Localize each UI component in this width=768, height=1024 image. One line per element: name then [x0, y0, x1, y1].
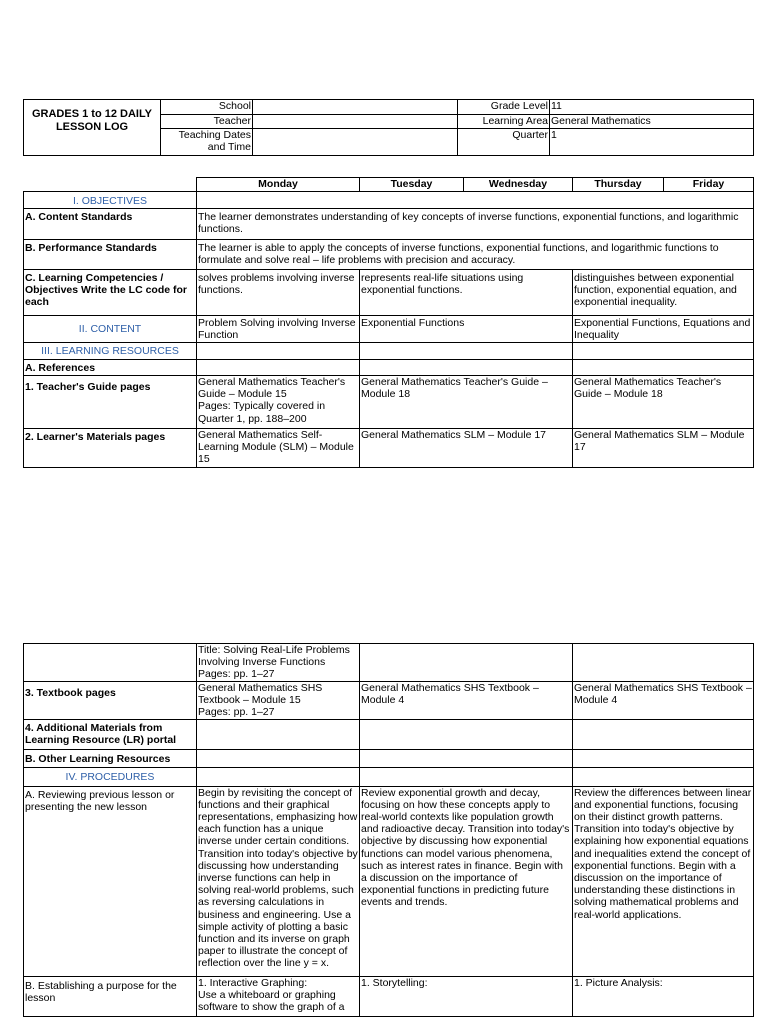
review-thursday: Review the differences between linear and exponential functions, focusing on their distinct growth patterns. Transition into today's objective by explaining how exponential equations and inequalities extend the concept of exponential functions. Begin with a discussion on the importance of understanding these distinctions in solving mathematical problems and real-world applications. [573, 786, 754, 976]
teachers-guide-thursday: General Mathematics Teacher's Guide – Module 18 [573, 376, 754, 429]
performance-standards-label: B. Performance Standards [24, 240, 197, 270]
content-monday: Problem Solving involving Inverse Function [197, 316, 360, 343]
competency-tuesday: represents real-life situations using exponential functions. [360, 270, 573, 316]
review-tuesday: Review exponential growth and decay, focusing on how these concepts apply to real-world contexts like population growth and radioactive decay. Transition into today's objective by discussing how exponential functions can model various phenomena, such as interest rates in finance. Begin with a discussion on the importance of exponential functions in predicting future events and trends. [360, 786, 573, 976]
learning-area-label: Learning Area [458, 115, 550, 129]
teachers-guide-monday: General Mathematics Teacher's Guide – Module 15 Pages: Typically covered in Quarter 1, pp. 188–200 [197, 376, 360, 429]
teacher-value [253, 115, 458, 129]
school-label: School [161, 100, 253, 115]
day-monday: Monday [197, 178, 360, 192]
teaching-dates-value [253, 129, 458, 156]
references-label: A. References [24, 360, 197, 376]
objectives-heading: I. OBJECTIVES [24, 192, 197, 209]
grade-level-value: 11 [550, 100, 754, 115]
performance-standards-text: The learner is able to apply the concepts of inverse functions, exponential functions, and logarithmic functions to formulate and solve real – life problems with precision and accuracy. [197, 240, 754, 270]
review-monday: Begin by revisiting the concept of functions and their graphical representations, emphasizing how each function has a unique inverse under certain conditions. Transition into today's objective by discussing how understanding inverse functions can help in solving real-world problems, such as reversing calculations in business and engineering. Use a simple activity of plotting a basic function and its inverse on graph paper to illustrate the concept of reflection over the line y = x. [197, 786, 360, 976]
textbook-pages-label: 3. Textbook pages [24, 681, 197, 719]
teacher-label: Teacher [161, 115, 253, 129]
content-standards-text: The learner demonstrates understanding of key concepts of inverse functions, exponential functions, and logarithmic functions. [197, 209, 754, 240]
textbook-thursday: General Mathematics SHS Textbook – Module 4 [573, 681, 754, 719]
learners-materials-label: 2. Learner's Materials pages [24, 429, 197, 468]
day-thursday: Thursday [573, 178, 664, 192]
textbook-tuesday: General Mathematics SHS Textbook – Module 4 [360, 681, 573, 719]
content-tuesday: Exponential Functions [360, 316, 573, 343]
learning-resources-heading: III. LEARNING RESOURCES [24, 343, 197, 360]
learning-area-value: General Mathematics [550, 115, 754, 129]
day-friday: Friday [664, 178, 754, 192]
content-heading: II. CONTENT [24, 316, 197, 343]
purpose-monday: 1. Interactive Graphing: Use a whiteboard or graphing software to show the graph of a [197, 976, 360, 1016]
additional-materials-label: 4. Additional Materials from Learning Resource (LR) portal [24, 719, 197, 749]
quarter-label: Quarter [458, 129, 550, 156]
resource-continued-monday: Title: Solving Real-Life Problems Involving Inverse Functions Pages: pp. 1–27 [197, 644, 360, 682]
procedures-heading: IV. PROCEDURES [24, 767, 197, 786]
grade-level-label: Grade Level [458, 100, 550, 115]
content-thursday: Exponential Functions, Equations and Inequality [573, 316, 754, 343]
purpose-tuesday: 1. Storytelling: [360, 976, 573, 1016]
lesson-table-1 [23, 177, 754, 468]
quarter-value: 1 [550, 129, 754, 156]
dll-title: GRADES 1 to 12 DAILY LESSON LOG [24, 100, 161, 156]
competency-monday: solves problems involving inverse functions. [197, 270, 360, 316]
lesson-table-2 [23, 643, 754, 1017]
content-standards-label: A. Content Standards [24, 209, 197, 240]
learning-competencies-label: C. Learning Competencies / Objectives Write the LC code for each [24, 270, 197, 316]
teachers-guide-label: 1. Teacher's Guide pages [24, 376, 197, 429]
header-table [23, 99, 754, 156]
competency-thursday: distinguishes between exponential function, exponential equation, and exponential inequality. [573, 270, 754, 316]
textbook-monday: General Mathematics SHS Textbook – Module 15 Pages: pp. 1–27 [197, 681, 360, 719]
learners-materials-tuesday: General Mathematics SLM – Module 17 [360, 429, 573, 468]
teachers-guide-tuesday: General Mathematics Teacher's Guide – Module 18 [360, 376, 573, 429]
day-wednesday: Wednesday [464, 178, 573, 192]
school-value [253, 100, 458, 115]
day-tuesday: Tuesday [360, 178, 464, 192]
purpose-thursday: 1. Picture Analysis: [573, 976, 754, 1016]
reviewing-lesson-label: A. Reviewing previous lesson or presenting the new lesson [24, 786, 197, 976]
establishing-purpose-label: B. Establishing a purpose for the lesson [24, 976, 197, 1016]
learners-materials-thursday: General Mathematics SLM – Module 17 [573, 429, 754, 468]
teaching-dates-label: Teaching Dates and Time [161, 129, 253, 156]
learners-materials-monday: General Mathematics Self-Learning Module (SLM) – Module 15 [197, 429, 360, 468]
other-resources-label: B. Other Learning Resources [24, 749, 197, 767]
